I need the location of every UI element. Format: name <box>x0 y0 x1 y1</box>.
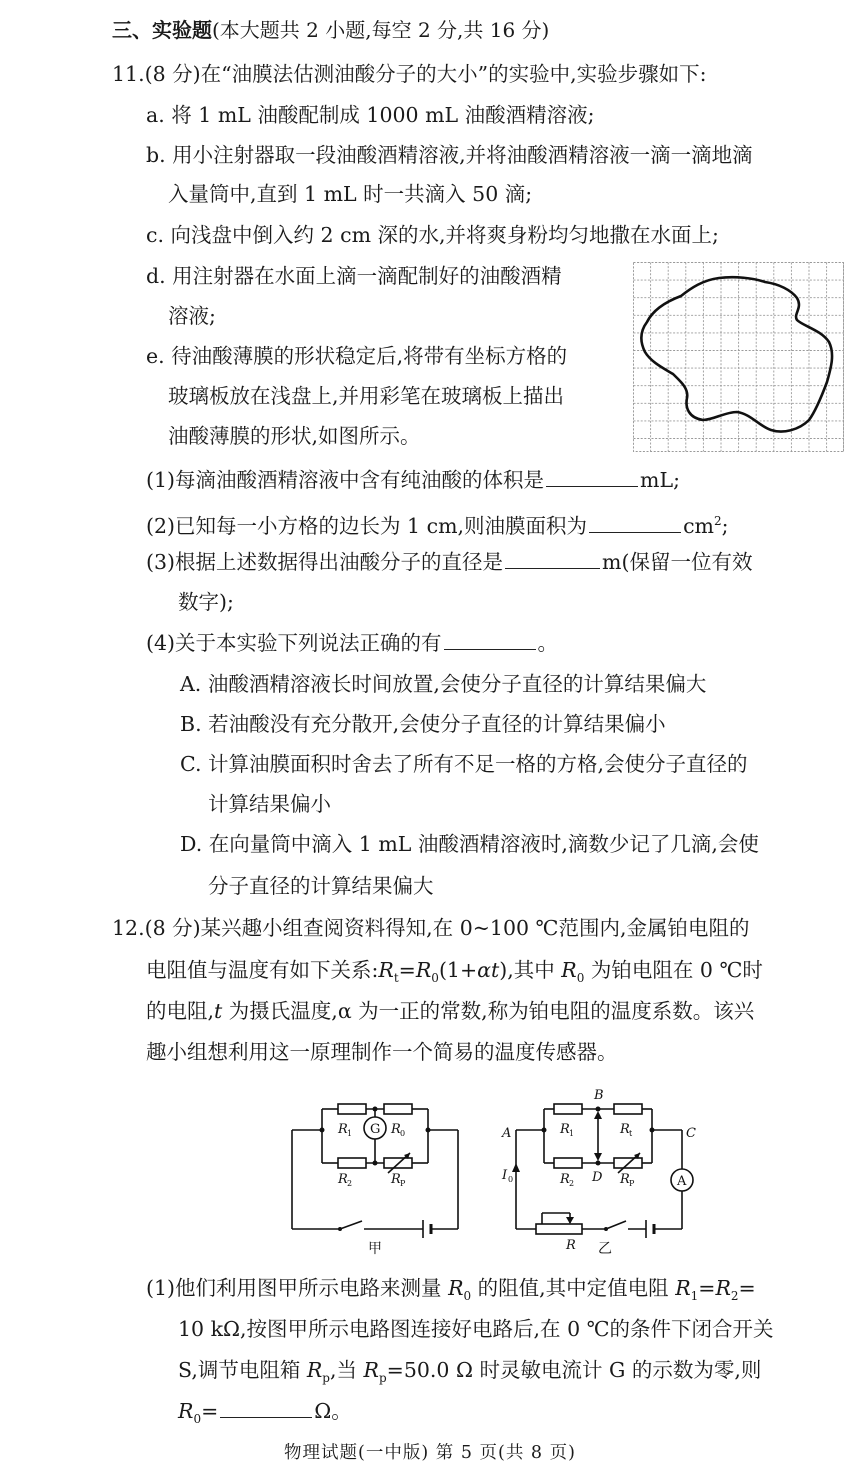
sub-p: p <box>322 1371 330 1386</box>
node-a: A <box>502 1126 512 1141</box>
section-note: (本大题共 2 小题,每空 2 分,共 16 分) <box>212 18 550 42</box>
q12-l2-text2: ),其中 <box>499 958 562 982</box>
q11-option-c-line2: 计算结果偏小 <box>208 792 331 816</box>
resistor-r1 <box>338 1104 366 1114</box>
q11-sub1-unit: mL; <box>640 468 681 492</box>
q11-sub4-text: (4)关于本实验下列说法正确的有 <box>146 631 442 655</box>
q11-sub2-answer-blank[interactable] <box>589 512 681 533</box>
q11-step-d-line1: d. 用注射器在水面上滴一滴配制好的油酸酒精 <box>146 264 562 288</box>
q11-step-e-line2: 玻璃板放在浅盘上,并用彩笔在玻璃板上描出 <box>168 384 565 408</box>
section-title: 三、实验题 <box>112 18 212 42</box>
label-rt: R <box>620 1122 630 1137</box>
q12-p3-text2: ,当 <box>329 1358 364 1382</box>
q11-sub3-cont: 数字); <box>178 590 234 614</box>
q12-p3-text3: =50.0 Ω 时灵敏电流计 G 的示数为零,则 <box>386 1358 762 1382</box>
q12-p1-line1 <box>146 1274 756 1310</box>
node-c: C <box>686 1126 696 1141</box>
label-r1-b: R <box>560 1122 570 1137</box>
q12-l3-text: 的电阻, <box>146 999 215 1023</box>
sub-0: 0 <box>576 971 585 986</box>
label-r1-b-sub: 1 <box>569 1129 575 1138</box>
q11-step-a: a. 将 1 mL 油酸配制成 1000 mL 油酸酒精溶液; <box>146 103 595 127</box>
alpha-t: αt <box>477 958 500 982</box>
label-i0: I <box>502 1168 508 1183</box>
q11-sub4-end: 。 <box>537 631 559 655</box>
node-b: B <box>594 1088 604 1103</box>
eq: = <box>201 1399 219 1423</box>
var-R: R <box>675 1276 691 1300</box>
label-r2-b: R <box>560 1172 570 1187</box>
q11-sub2-text: (2)已知每一小方格的边长为 1 cm,则油膜面积为 <box>146 513 588 538</box>
q11-sub1-text: (1)每滴油酸酒精溶液中含有纯油酸的体积是 <box>146 468 545 492</box>
label-rp: R <box>391 1172 401 1187</box>
resistor-r0 <box>384 1104 412 1114</box>
label-r0-sub: 0 <box>400 1129 406 1138</box>
oil-film-grid-figure <box>633 262 845 452</box>
q12-p1-line3 <box>178 1356 761 1392</box>
sub-1: 1 <box>690 1289 699 1304</box>
q11-option-c-line1: C. 计算油膜面积时舍去了所有不足一格的方格,会使分子直径的 <box>180 752 748 776</box>
label-rt-sub: t <box>629 1129 633 1138</box>
label-r1-sub: 1 <box>347 1129 353 1138</box>
q11-step-b-line2: 入量筒中,直到 1 mL 时一共滴入 50 滴; <box>168 182 533 206</box>
label-rheostat: R <box>566 1238 576 1253</box>
q11-step-b-line1: b. 用小注射器取一段油酸酒精溶液,并将油酸酒精溶液一滴一滴地滴 <box>146 143 753 167</box>
resistor-r2-b <box>554 1158 582 1168</box>
label-r2: R <box>338 1172 348 1187</box>
rheostat-r <box>536 1224 582 1234</box>
q11-sub4-answer-blank[interactable] <box>444 629 536 650</box>
q11-sub3-answer-blank[interactable] <box>505 548 600 569</box>
var-R: R <box>178 1399 194 1423</box>
q12-p3-text: S,调节电阻箱 <box>178 1358 307 1382</box>
q12-line3 <box>146 997 754 1025</box>
section-heading <box>112 16 549 44</box>
paren: (1+ <box>438 958 478 982</box>
q12-p1-answer-blank[interactable] <box>220 1397 312 1418</box>
q11-sub3-text: (3)根据上述数据得出油酸分子的直径是 <box>146 550 504 574</box>
label-rp-sub: P <box>400 1179 406 1188</box>
figure-label-jia: 甲 <box>368 1241 382 1257</box>
var-t: t <box>214 999 223 1023</box>
q11-step-e-line3: 油酸薄膜的形状,如图所示。 <box>168 424 421 448</box>
sub-0: 0 <box>193 1412 202 1427</box>
sub-0: 0 <box>463 1289 472 1304</box>
sub-0: 0 <box>431 971 439 986</box>
q11-sub4 <box>146 629 558 657</box>
q12-p1-line2: 10 kΩ,按图甲所示电路图连接好电路后,在 0 ℃的条件下闭合开关 <box>178 1317 774 1341</box>
node-d: D <box>592 1170 603 1185</box>
sub-p: p <box>378 1371 387 1386</box>
q12-line1: 12.(8 分)某兴趣小组查阅资料得知,在 0~100 ℃范围内,金属铂电阻的 <box>112 916 750 940</box>
q11-sub1-answer-blank[interactable] <box>546 466 638 487</box>
var-R: R <box>561 958 577 982</box>
page-footer: 物理试题(一中版) 第 5 页(共 8 页) <box>284 1443 576 1463</box>
var-R: R <box>363 1358 379 1382</box>
oil-film-outline <box>641 277 832 431</box>
eq: = <box>398 958 416 982</box>
label-rp-b-sub: P <box>629 1179 635 1188</box>
label-r1: R <box>338 1122 348 1137</box>
q11-sub3 <box>146 548 752 576</box>
var-R: R <box>715 1276 731 1300</box>
q11-sub2 <box>146 507 729 540</box>
label-i0-sub: 0 <box>508 1175 514 1184</box>
q12-l2-text3: 为铂电阻在 0 ℃时 <box>584 958 763 982</box>
q11-stem: 11.(8 分)在“油膜法估测油酸分子的大小”的实验中,实验步骤如下: <box>112 62 707 86</box>
resistor-rt <box>614 1104 642 1114</box>
q12-p1-line4 <box>178 1397 352 1433</box>
figure-label-yi: 乙 <box>598 1241 612 1257</box>
coordinate-grid <box>633 263 844 452</box>
q12-line2 <box>146 956 763 992</box>
q11-sub2-end: ; <box>721 513 729 538</box>
q11-step-e-line1: e. 待油酸薄膜的形状稳定后,将带有坐标方格的 <box>146 344 568 368</box>
circuit-figures <box>280 1075 720 1260</box>
var-R: R <box>378 958 394 982</box>
resistor-r1-b <box>554 1104 582 1114</box>
eq: = <box>738 1276 756 1300</box>
q11-step-d-line2: 溶液; <box>168 304 216 328</box>
q12-l2-text: 电阻值与温度有如下关系: <box>146 958 379 982</box>
label-r0: R <box>391 1122 401 1137</box>
label-ammeter: A <box>677 1174 687 1189</box>
q11-option-b: B. 若油酸没有充分散开,会使分子直径的计算结果偏小 <box>180 712 666 736</box>
var-R: R <box>415 958 432 982</box>
q12-l3-text2: 为摄氏温度,α 为一正的常数,称为铂电阻的温度系数。该兴 <box>222 999 755 1023</box>
label-r2-sub: 2 <box>347 1179 353 1188</box>
var-R: R <box>306 1358 323 1382</box>
q11-option-d-line2: 分子直径的计算结果偏大 <box>208 874 434 898</box>
resistor-r2 <box>338 1158 366 1168</box>
q11-sub2-unit-exp: 2 <box>713 514 722 528</box>
q11-step-c: c. 向浅盘中倒入约 2 cm 深的水,并将爽身粉均匀地撒在水面上; <box>146 223 719 247</box>
var-R: R <box>448 1276 464 1300</box>
q12-p1-text: (1)他们利用图甲所示电路来测量 <box>146 1276 449 1300</box>
q12-p1-text2: 的阻值,其中定值电阻 <box>471 1276 676 1300</box>
sub-2: 2 <box>730 1289 739 1304</box>
q11-sub1 <box>146 466 680 494</box>
q11-sub2-unit: cm <box>683 513 714 538</box>
label-rp-b: R <box>620 1172 630 1187</box>
label-g: G <box>370 1122 381 1137</box>
q11-option-a: A. 油酸酒精溶液长时间放置,会使分子直径的计算结果偏大 <box>180 672 707 696</box>
q11-sub3-unit: m(保留一位有效 <box>602 550 753 574</box>
q11-option-d-line1: D. 在向量筒中滴入 1 mL 油酸酒精溶液时,滴数少记了几滴,会使 <box>180 832 759 856</box>
sub-t: t <box>393 971 399 986</box>
unit-ohm: Ω。 <box>314 1399 352 1423</box>
q12-line4: 趣小组想利用这一原理制作一个简易的温度传感器。 <box>146 1040 618 1064</box>
eq: = <box>698 1276 716 1300</box>
label-r2-b-sub: 2 <box>569 1179 575 1188</box>
